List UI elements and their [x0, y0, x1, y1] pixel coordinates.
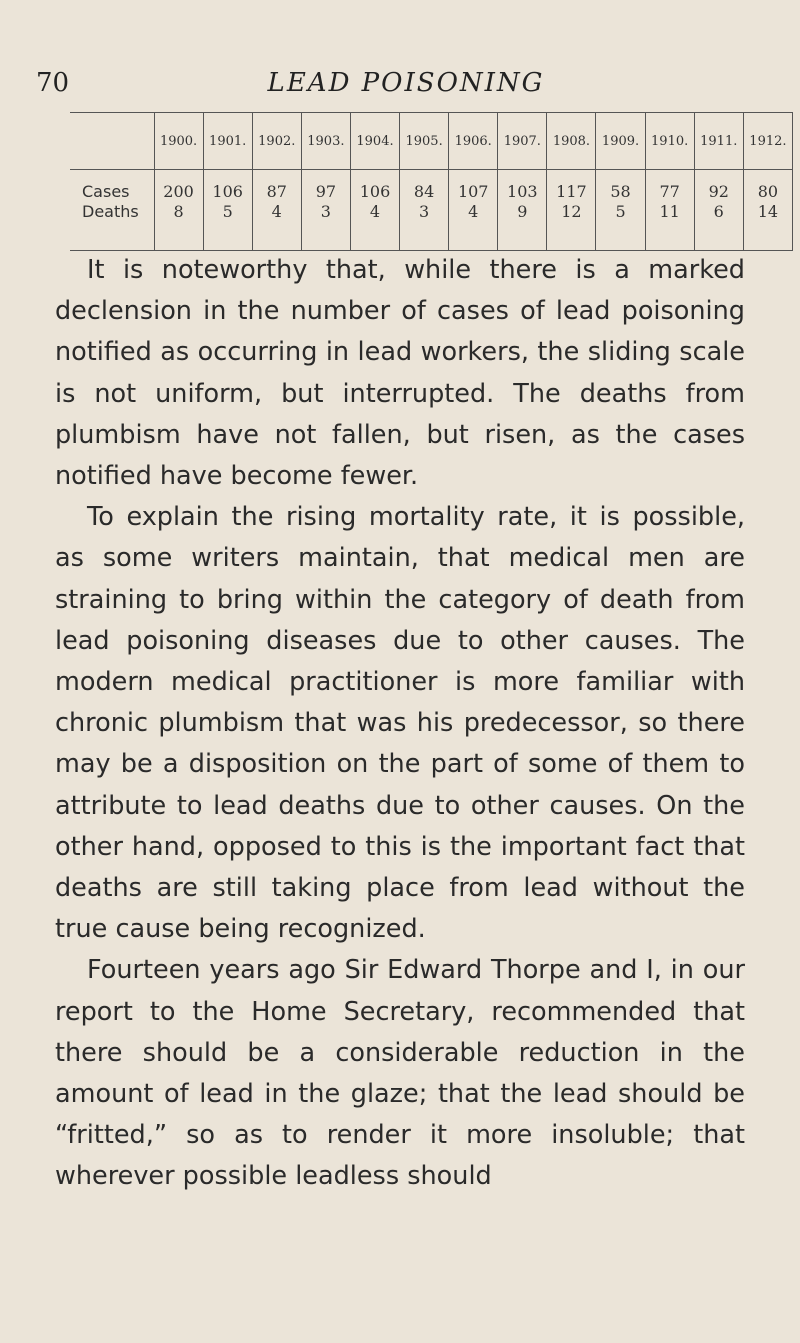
cases-value: 84	[413, 182, 435, 201]
year-cell	[498, 170, 547, 251]
year-cell	[252, 170, 301, 251]
deaths-value: 4	[468, 202, 479, 221]
cases-value: 80	[757, 182, 779, 201]
deaths-value: 9	[517, 202, 528, 221]
cases-value: 117	[556, 182, 587, 201]
cases-value: 107	[457, 182, 489, 201]
deaths-value: 3	[320, 202, 331, 221]
cases-value: 92	[708, 182, 729, 201]
year-cell	[743, 170, 792, 251]
deaths-value: 12	[561, 202, 582, 221]
deaths-value: 4	[369, 202, 381, 221]
year-cell	[203, 170, 252, 251]
year-cell	[449, 170, 498, 251]
year-cell	[350, 170, 399, 251]
year-header: 1912.	[743, 113, 792, 170]
year-cell	[694, 170, 743, 251]
deaths-value: 11	[659, 202, 680, 221]
year-header: 1908.	[547, 113, 596, 170]
deaths-value: 8	[173, 202, 184, 221]
cases-value: 106	[212, 182, 243, 201]
deaths-row-label: Deaths	[82, 202, 139, 221]
year-cell	[547, 170, 596, 251]
table-data-row	[70, 170, 793, 251]
year-cell	[400, 170, 449, 251]
year-header: 1902.	[252, 113, 301, 170]
table-header-row	[70, 113, 793, 170]
year-header: 1907.	[498, 113, 547, 170]
table-corner-cell	[70, 113, 154, 170]
cases-value: 106	[359, 182, 391, 201]
cases-value: 97	[315, 182, 337, 201]
deaths-value: 3	[419, 202, 430, 221]
year-cell	[596, 170, 645, 251]
running-head: LEAD POISONING	[267, 68, 545, 98]
paragraph: Fourteen years ago Sir Edward Thorpe and I, in our report to the Home Secretary, recommended that there should be a considerable reduction in the amount of lead in the glaze; that the lead should be “fritted,” so as to render it more insoluble; that wherever possible leadless should	[55, 955, 745, 1192]
deaths-value: 14	[757, 202, 779, 221]
year-header: 1910.	[645, 113, 694, 170]
page-header	[36, 68, 776, 108]
deaths-value: 5	[222, 202, 233, 221]
year-header: 1911.	[694, 113, 743, 170]
year-header: 1905.	[400, 113, 449, 170]
year-header: 1906.	[449, 113, 498, 170]
year-header: 1904.	[350, 113, 399, 170]
lead-poisoning-table	[70, 112, 793, 251]
paragraph: To explain the rising mortality rate, it is possible, as some writers maintain, that medical men are straining to bring within the category of death from lead poisoning diseases due to other causes. The modern medical practitioner is more familiar with chronic plumbism that was his predecessor, so there may be a disposition on the part of some of them to attribute to lead deaths due to other causes. On the other hand, opposed to this is the important fact that deaths are still taking place from lead without the true cause being recognized.	[55, 502, 745, 945]
year-header: 1900.	[154, 113, 203, 170]
deaths-value: 6	[713, 202, 724, 221]
deaths-value: 4	[271, 202, 282, 221]
cases-value: 77	[659, 182, 680, 201]
year-header: 1909.	[596, 113, 645, 170]
year-header: 1901.	[203, 113, 252, 170]
year-header: 1903.	[301, 113, 350, 170]
cases-value: 87	[266, 182, 287, 201]
year-cell	[645, 170, 694, 251]
cases-row-label: Cases	[82, 182, 130, 201]
cases-value: 103	[507, 182, 538, 201]
row-labels-cell	[70, 170, 154, 251]
cases-value: 58	[610, 182, 631, 201]
year-cell	[301, 170, 350, 251]
year-cell	[154, 170, 203, 251]
deaths-value: 5	[615, 202, 626, 221]
paragraph: It is noteworthy that, while there is a marked declension in the number of cases of lead poisoning notified as occurring in lead workers, the sliding scale is not uniform, but interrupted. The deaths from plumbism have not fallen, but risen, as the cases notified have become fewer.	[55, 255, 745, 492]
page-number: 70	[36, 68, 70, 98]
cases-value: 200	[163, 182, 194, 201]
body-text	[55, 250, 745, 1198]
